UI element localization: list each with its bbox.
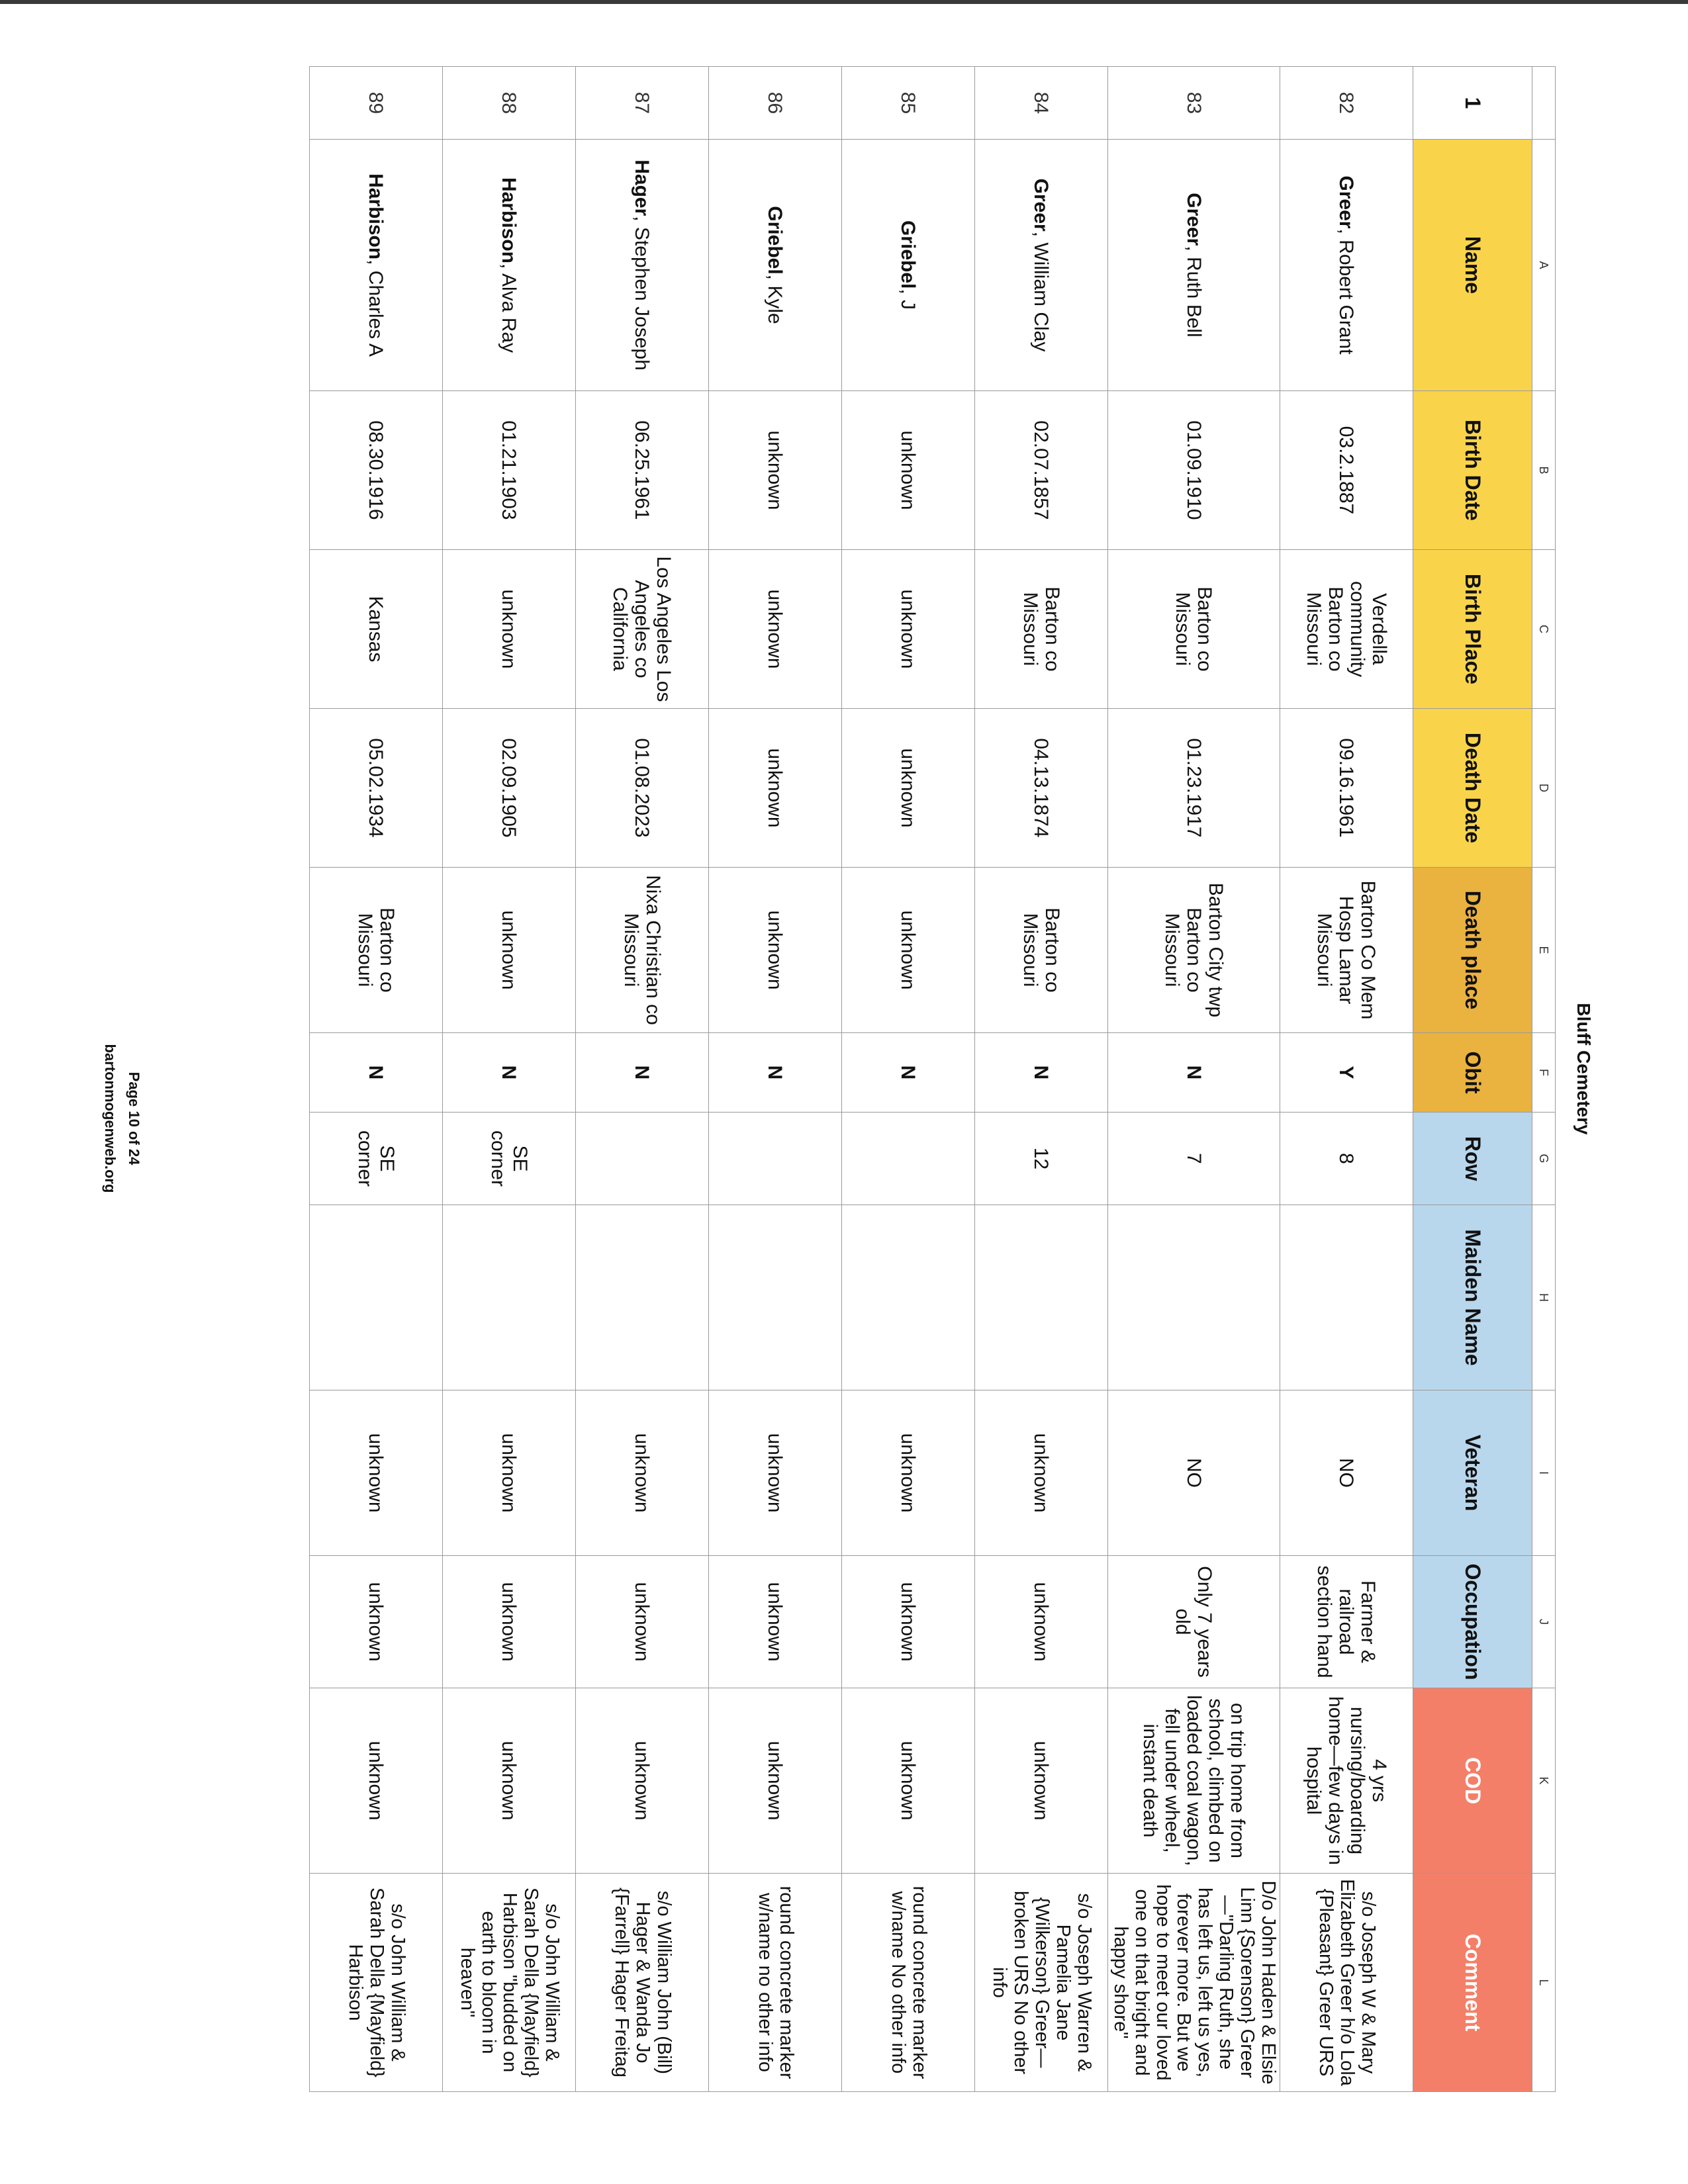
given-name: , William Clay xyxy=(1030,231,1053,352)
given-name: , Stephen Joseph xyxy=(631,216,653,371)
cell-row-location: 12 xyxy=(974,1113,1107,1205)
cell-occupation: unknown xyxy=(309,1556,442,1688)
table-row xyxy=(1280,67,1413,2092)
cell-occupation: Farmer & railroad section hand xyxy=(1280,1556,1413,1688)
column-letter: K xyxy=(1532,1688,1556,1874)
cell-obit: Y xyxy=(1280,1033,1413,1113)
row-number: 88 xyxy=(442,67,575,140)
cell-birth-date: 06.25.1961 xyxy=(575,391,708,550)
cell-veteran: NO xyxy=(1107,1390,1280,1556)
cell-name xyxy=(309,140,442,391)
cell-birth-date: 03.2.1887 xyxy=(1280,391,1413,550)
cell-veteran: unknown xyxy=(974,1390,1107,1556)
cemetery-spreadsheet xyxy=(238,66,1594,2086)
cell-death-place: Barton co Missouri xyxy=(974,868,1107,1033)
header-row xyxy=(1413,67,1532,2092)
cell-veteran: unknown xyxy=(708,1390,841,1556)
column-letter: I xyxy=(1532,1390,1556,1556)
cell-row-location xyxy=(708,1113,841,1205)
cell-comment: s/o Joseph W & Mary Elizabeth Greer h/o Lola {Pleasant} Greer URS xyxy=(1280,1874,1413,2092)
cell-birth-date: 01.21.1903 xyxy=(442,391,575,550)
cell-row-location: 8 xyxy=(1280,1113,1413,1205)
surname: Harbison xyxy=(498,177,520,263)
cell-death-date: unknown xyxy=(841,709,974,868)
given-name: , Kyle xyxy=(764,274,786,324)
cell-occupation: unknown xyxy=(974,1556,1107,1688)
site-url: bartonmogenweb.org xyxy=(102,1044,118,1193)
table-row xyxy=(309,67,442,2092)
cell-death-place: Barton co Missouri xyxy=(309,868,442,1033)
cell-veteran: unknown xyxy=(841,1390,974,1556)
cell-name xyxy=(1280,140,1413,391)
cell-cause-of-death: unknown xyxy=(974,1688,1107,1874)
cell-maiden-name xyxy=(1107,1205,1280,1390)
burial-table xyxy=(309,66,1556,2092)
cell-comment: round concrete marker w/name no other info xyxy=(708,1874,841,2092)
row-number: 86 xyxy=(708,67,841,140)
cell-death-date: 01.08.2023 xyxy=(575,709,708,868)
column-letter: E xyxy=(1532,868,1556,1033)
row-number: 83 xyxy=(1107,67,1280,140)
cell-occupation: unknown xyxy=(841,1556,974,1688)
cell-death-date: 01.23.1917 xyxy=(1107,709,1280,868)
surname: Greer xyxy=(1182,193,1205,246)
cell-occupation: unknown xyxy=(708,1556,841,1688)
cell-cause-of-death: unknown xyxy=(442,1688,575,1874)
cell-cause-of-death: unknown xyxy=(841,1688,974,1874)
cell-maiden-name xyxy=(309,1205,442,1390)
table-row xyxy=(442,67,575,2092)
cell-birth-place: Kansas xyxy=(309,550,442,709)
row-number: 84 xyxy=(974,67,1107,140)
cell-comment: s/o William John (Bill) Hager & Wanda Jo {Farrell} Hager Freitag xyxy=(575,1874,708,2092)
surname: Griebel xyxy=(764,206,786,275)
cell-maiden-name xyxy=(1280,1205,1413,1390)
cell-birth-date: unknown xyxy=(841,391,974,550)
cell-obit: N xyxy=(974,1033,1107,1113)
cell-row-location: 7 xyxy=(1107,1113,1280,1205)
cell-cause-of-death: unknown xyxy=(575,1688,708,1874)
column-letter: L xyxy=(1532,1874,1556,2092)
cell-birth-place: Barton co Missouri xyxy=(1107,550,1280,709)
cell-birth-place: Verdella community Barton co Missouri xyxy=(1280,550,1413,709)
cell-birth-place: unknown xyxy=(708,550,841,709)
cell-death-place: unknown xyxy=(841,868,974,1033)
cell-row-location xyxy=(575,1113,708,1205)
header-birth-place: Birth Place xyxy=(1413,550,1532,709)
cell-veteran: NO xyxy=(1280,1390,1413,1556)
cell-maiden-name xyxy=(708,1205,841,1390)
cell-veteran: unknown xyxy=(575,1390,708,1556)
cell-occupation: unknown xyxy=(575,1556,708,1688)
cell-occupation: unknown xyxy=(442,1556,575,1688)
column-letter: J xyxy=(1532,1556,1556,1688)
given-name: , Alva Ray xyxy=(498,263,520,353)
cell-occupation: Only 7 years old xyxy=(1107,1556,1280,1688)
cell-birth-date: 02.07.1857 xyxy=(974,391,1107,550)
table-row xyxy=(1107,67,1280,2092)
header-maiden-name: Maiden Name xyxy=(1413,1205,1532,1390)
cell-row-location: SE corner xyxy=(309,1113,442,1205)
cell-death-date: 02.09.1905 xyxy=(442,709,575,868)
row-number: 1 xyxy=(1413,67,1532,140)
cell-obit: N xyxy=(309,1033,442,1113)
given-name: , Robert Grant xyxy=(1335,228,1358,355)
given-name: , Charles A xyxy=(365,259,387,357)
table-row xyxy=(575,67,708,2092)
surname: Greer xyxy=(1030,178,1053,232)
cell-row-location xyxy=(841,1113,974,1205)
cell-maiden-name xyxy=(442,1205,575,1390)
cell-comment: s/o John William & Sarah Della {Mayfield} Harbison "budded on earth to bloom in heaven" xyxy=(442,1874,575,2092)
row-number: 82 xyxy=(1280,67,1413,140)
table-body xyxy=(309,67,1413,2092)
header-obit: Obit xyxy=(1413,1033,1532,1113)
cell-name xyxy=(442,140,575,391)
cell-name xyxy=(841,140,974,391)
header-death-place: Death place xyxy=(1413,868,1532,1033)
cell-maiden-name xyxy=(575,1205,708,1390)
cell-name xyxy=(575,140,708,391)
cell-death-place: Barton Co Mem Hosp Lamar Missouri xyxy=(1280,868,1413,1033)
cell-veteran: unknown xyxy=(442,1390,575,1556)
cell-row-location: SE corner xyxy=(442,1113,575,1205)
cell-death-place: Nixa Christian co Missouri xyxy=(575,868,708,1033)
cell-comment: D/o John Haden & Elsie Linn {Sorenson} Greer—"Darling Ruth, she has left us, left us yes, forever more. But we hope to meet our loved one on that bright and happy shore" xyxy=(1107,1874,1280,2092)
cell-birth-place: Barton co Missouri xyxy=(974,550,1107,709)
column-letter-row xyxy=(1532,67,1556,2092)
header-birth-date: Birth Date xyxy=(1413,391,1532,550)
cell-obit: N xyxy=(1107,1033,1280,1113)
cell-cause-of-death: 4 yrs nursing/boarding home—few days in hospital xyxy=(1280,1688,1413,1874)
cell-birth-date: 01.09.1910 xyxy=(1107,391,1280,550)
page-footer xyxy=(40,1019,146,1218)
cell-cause-of-death: unknown xyxy=(309,1688,442,1874)
table-row xyxy=(974,67,1107,2092)
cell-cause-of-death: unknown xyxy=(708,1688,841,1874)
surname: Hager xyxy=(631,159,653,216)
cell-maiden-name xyxy=(841,1205,974,1390)
header-occupation: Occupation xyxy=(1413,1556,1532,1688)
cell-death-date: 05.02.1934 xyxy=(309,709,442,868)
cell-comment: s/o John William & Sarah Della {Mayfield} Harbison xyxy=(309,1874,442,2092)
cell-obit: N xyxy=(442,1033,575,1113)
cell-birth-date: unknown xyxy=(708,391,841,550)
column-letter: G xyxy=(1532,1113,1556,1205)
column-letter: F xyxy=(1532,1033,1556,1113)
cell-birth-place: unknown xyxy=(841,550,974,709)
header-row-col: Row xyxy=(1413,1113,1532,1205)
page-number: Page 10 of 24 xyxy=(126,1071,142,1165)
row-number: 89 xyxy=(309,67,442,140)
cell-name xyxy=(708,140,841,391)
cell-death-place: unknown xyxy=(708,868,841,1033)
column-letter: A xyxy=(1532,140,1556,391)
cell-comment: round concrete marker w/name No other info xyxy=(841,1874,974,2092)
cell-veteran: unknown xyxy=(309,1390,442,1556)
row-number: 87 xyxy=(575,67,708,140)
cell-comment: s/o Joseph Warren & Pamelia Jane {Wilkerson} Greer—broken URS No other info xyxy=(974,1874,1107,2092)
cell-birth-date: 08.30.1916 xyxy=(309,391,442,550)
cell-cause-of-death: on trip home from school, climbed on loaded coal wagon, fell under wheel, instant death xyxy=(1107,1688,1280,1874)
scan-top-edge xyxy=(0,0,1688,4)
cell-death-date: unknown xyxy=(708,709,841,868)
surname: Greer xyxy=(1335,175,1358,229)
surname: Griebel xyxy=(897,220,919,289)
column-letter: D xyxy=(1532,709,1556,868)
row-number: 85 xyxy=(841,67,974,140)
table-row xyxy=(708,67,841,2092)
header-cod: COD xyxy=(1413,1688,1532,1874)
given-name: , Ruth Bell xyxy=(1182,246,1205,338)
cell-death-date: 09.16.1961 xyxy=(1280,709,1413,868)
cell-birth-place: unknown xyxy=(442,550,575,709)
header-death-date: Death Date xyxy=(1413,709,1532,868)
cell-name xyxy=(1107,140,1280,391)
cell-obit: N xyxy=(708,1033,841,1113)
cell-death-place: Barton City twp Barton co Missouri xyxy=(1107,868,1280,1033)
cell-obit: N xyxy=(575,1033,708,1113)
cell-name xyxy=(974,140,1107,391)
cell-obit: N xyxy=(841,1033,974,1113)
column-letter: C xyxy=(1532,550,1556,709)
cell-death-place: unknown xyxy=(442,868,575,1033)
column-letter: H xyxy=(1532,1205,1556,1390)
sheet-title: Bluff Cemetery xyxy=(1573,1003,1594,1135)
surname: Harbison xyxy=(365,173,387,260)
cell-birth-place: Los Angeles Los Angeles co California xyxy=(575,550,708,709)
header-comment: Comment xyxy=(1413,1874,1532,2092)
header-veteran: Veteran xyxy=(1413,1390,1532,1556)
corner-cell xyxy=(1532,67,1556,140)
given-name: , J xyxy=(897,289,919,310)
column-letter: B xyxy=(1532,391,1556,550)
cell-maiden-name xyxy=(974,1205,1107,1390)
header-name: Name xyxy=(1413,140,1532,391)
table-row xyxy=(841,67,974,2092)
cell-death-date: 04.13.1874 xyxy=(974,709,1107,868)
